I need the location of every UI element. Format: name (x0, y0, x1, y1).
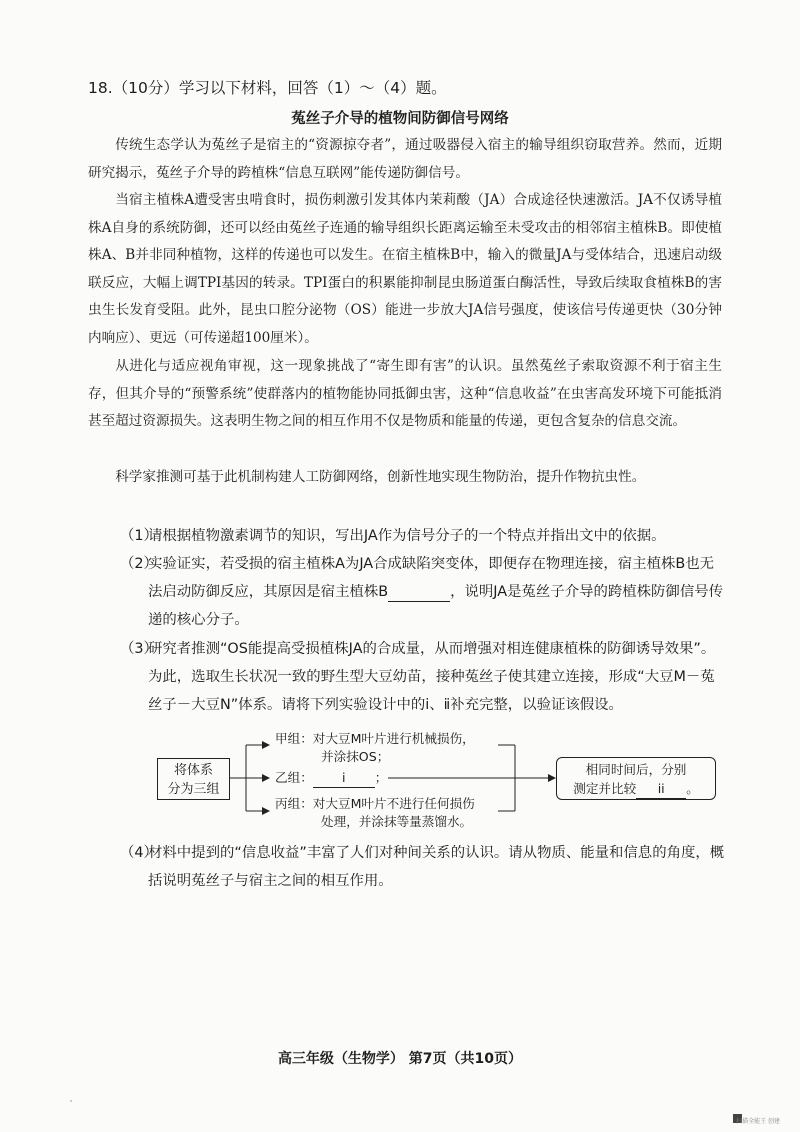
group-c (275, 795, 475, 831)
page-footer: 高三年级（生物学） 第7页（共10页） (277, 1051, 523, 1067)
group-b (275, 769, 387, 788)
paragraph-2-text: 当宿主植株A遭受害虫啃食时，损伤刺激引发其体内茉莉酸（JA）合成途径快速激活。JA不仅诱导植株A自身的系统防御，还可以经由菟丝子连通的输导组织长距离运输至未受攻击的相邻宿主植株B。即使植株A、B并非同种植物，这样的传递也可以发生。在宿主植株B中，输入的微量JA与受体结合，迅速启动级联反应，大幅上调TPI基因的转录。TPI蛋白的积累能抑制昆虫肠道蛋白酶活性，导致后续取食植株B的害虫生长发育受阻。此外，昆虫口腔分泌物（OS）能进一步放大JA信号强度，使该信号传递更快（30分钟内响应）、更远（可传递超100厘米）。 (88, 192, 722, 346)
paragraph-3-text: 从进化与适应视角审视，这一现象挑战了“寄生即有害”的认识。虽然菟丝子索取资源不利于宿主生存，但其介导的“预警系统”使群落内的植物能协同抵御虫害，这种“信息收益”在虫害高发环境下可能抵消甚至超过资源损失。这表明生物之间的相互作用不仅是物质和能量的传递，更包含复杂的信息交流。 (88, 358, 722, 429)
right-box-line-1: 相同时间后，分别 (585, 762, 687, 777)
subquestion-3-text: 研究者推测“OS能提高受损植株JA的合成量，从而增强对相连健康植株的防御诱导效果”。为此，选取生长状况一致的野生型大豆幼苗，接种菟丝子使其建立连接，形成“大豆M－菟丝子－大豆N”体系。请将下列实验设计中的ⅰ、ⅱ补充完整，以验证该假设。 (148, 641, 716, 713)
answer-blank-ii[interactable]: ii (636, 780, 686, 799)
right-box-prefix: 测定并比较 (573, 781, 637, 796)
subquestion-2-text-a: 实验证实，若受损的宿主植株A为JA合成缺陷突变体，即便存在物理连接，宿主植株B也无法启动防御反应，其原因是宿主植株B (148, 556, 715, 600)
material-title: 菟丝子介导的植物间防御信号网络 (291, 110, 509, 127)
subquestion-3-number: （3） (120, 641, 158, 657)
question-header: 18.（10分）学习以下材料，回答（1）～（4）题。 (88, 79, 447, 97)
subquestion-4-number: （4） (120, 845, 158, 861)
left-box-line-1: 将体系 (173, 763, 213, 778)
subquestion-4 (120, 839, 725, 895)
subquestion-2-text-b: ，说明JA是菟丝子介导的跨植株防御信号传递的核心分子。 (148, 584, 723, 628)
right-box-suffix: 。 (686, 781, 699, 796)
scanner-watermark: 扫描全能王 创建 (736, 1118, 780, 1125)
group-c-line-1: 丙组：对大豆M叶片不进行任何损伤 (275, 796, 475, 811)
left-box-line-2: 分为三组 (167, 782, 220, 797)
group-b-prefix: 乙组： (275, 770, 313, 785)
subquestion-1-text: 请根据植物激素调节的知识，写出JA作为信号分子的一个特点并指出文中的依据。 (148, 528, 666, 544)
right-box-line-2 (557, 779, 715, 799)
answer-blank-i[interactable]: i (313, 769, 375, 788)
paragraph-1-text: 传统生态学认为菟丝子是宿主的“资源掠夺者”，通过吸器侵入宿主的输导组织窃取营养。然而，近期研究揭示，菟丝子介导的跨植株“信息互联网”能传递防御信号。 (88, 137, 722, 181)
group-a-line-1: 甲组：对大豆M叶片进行机械损伤， (275, 731, 475, 746)
scan-speck (70, 1100, 72, 1102)
flowchart-left-box (157, 758, 230, 800)
group-c-line-2: 处理，并涂抹等量蒸馏水。 (321, 814, 473, 829)
paragraph-4-text: 科学家推测可基于此机制构建人工防御网络，创新性地实现生物防治，提升作物抗虫性。 (115, 469, 646, 485)
subquestion-2-number: （2） (120, 556, 158, 572)
subquestion-4-text: 材料中提到的“信息收益”丰富了人们对种间关系的认识。请从物质、能量和信息的角度，概括说明菟丝子与宿主之间的相互作用。 (148, 845, 725, 889)
group-a (275, 730, 475, 766)
group-b-suffix: ； (374, 770, 388, 785)
subquestion-1-number: （1） (120, 528, 158, 544)
flowchart-right-box (556, 757, 716, 800)
group-a-line-2: 并涂抹OS； (321, 749, 390, 764)
